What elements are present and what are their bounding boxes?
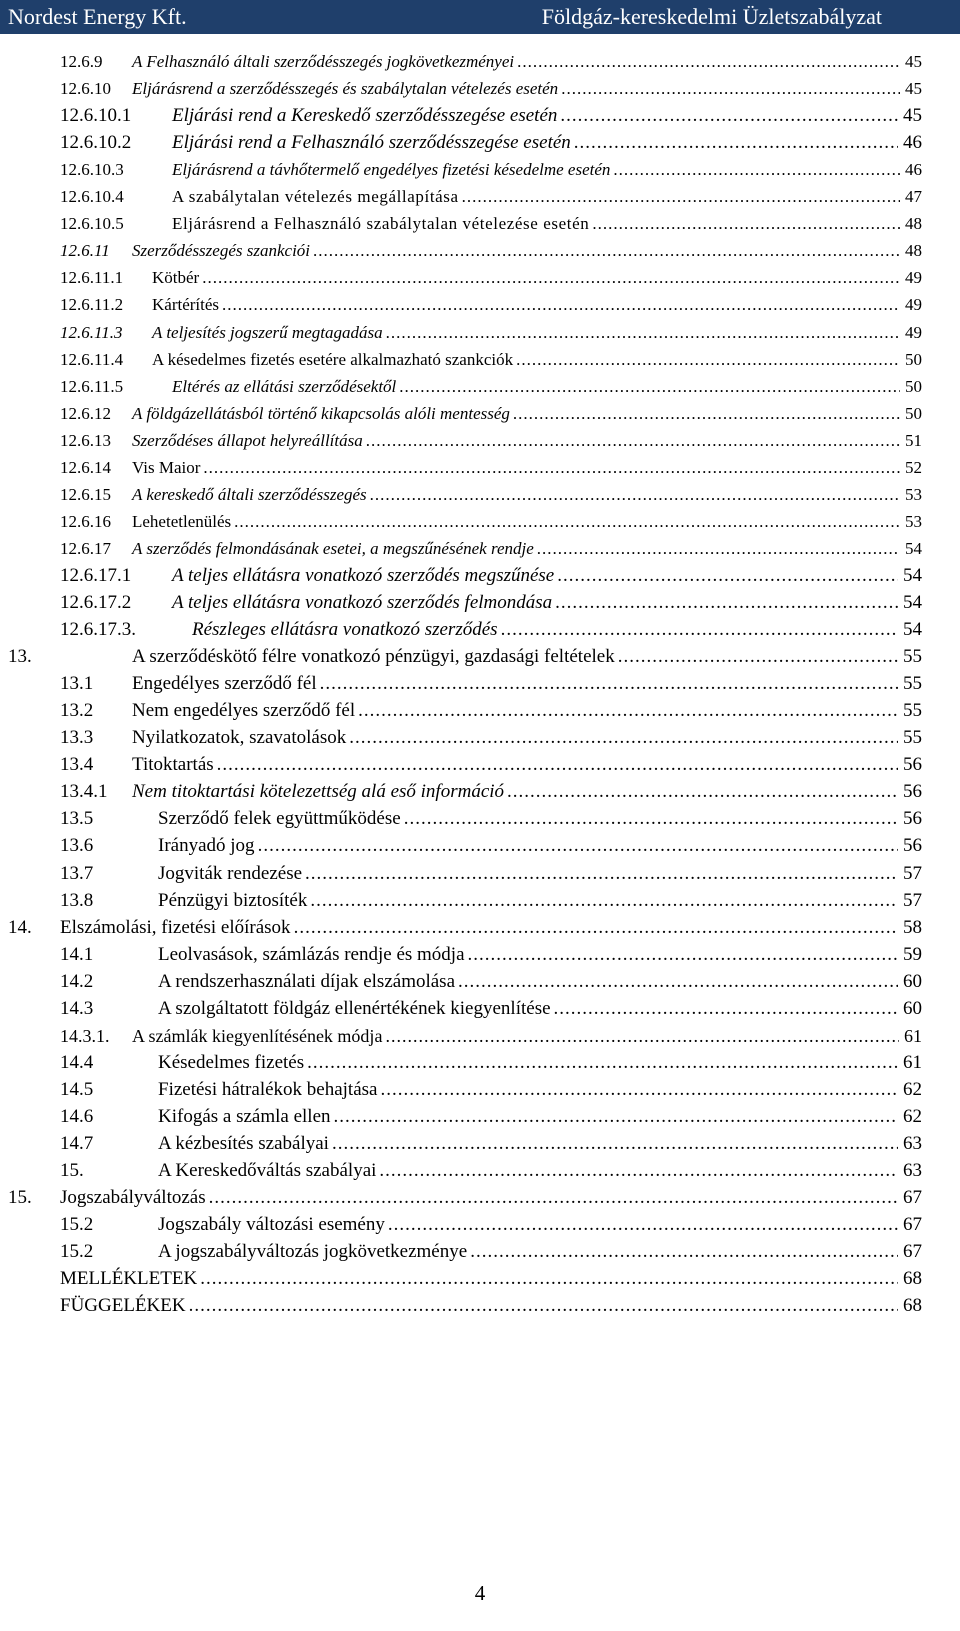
toc-leader-dots <box>537 536 900 562</box>
toc-entry-page: 56 <box>900 779 922 805</box>
toc-leader-dots <box>202 265 900 291</box>
toc-entry[interactable] <box>0 103 922 129</box>
toc-entry-title: Jogviták rendezése <box>158 861 304 887</box>
toc-entry-number: 12.6.17 <box>60 536 111 562</box>
toc-entry-number: 12.6.9 <box>60 49 103 75</box>
toc-leader-dots <box>386 320 900 346</box>
toc-entry-number: 14.1 <box>60 942 93 968</box>
toc-entry-page: 48 <box>902 238 922 264</box>
toc-leader-dots <box>366 428 900 454</box>
toc-entry-number: 12.6.17.2 <box>60 590 131 616</box>
toc-entry-title: A szolgáltatott földgáz ellenértékének kiegyenlítése <box>158 996 553 1022</box>
toc-entry-page: 55 <box>900 725 922 751</box>
toc-entry-number: 14.4 <box>60 1050 93 1076</box>
toc-entry-number: 13.5 <box>60 806 93 832</box>
toc-entry[interactable] <box>0 1077 922 1103</box>
toc-entry-page: 59 <box>900 942 922 968</box>
toc-leader-dots <box>592 211 900 237</box>
toc-leader-dots <box>234 509 900 535</box>
toc-entry-page: 46 <box>900 130 922 156</box>
toc-entry-page: 61 <box>901 1023 922 1049</box>
toc-entry-page: 48 <box>902 211 922 237</box>
toc-leader-dots <box>554 996 898 1022</box>
toc-entry-title: A rendszerhasználati díjak elszámolása <box>158 969 457 995</box>
toc-entry-title: Nem engedélyes szerződő fél <box>132 698 357 724</box>
toc-leader-dots <box>470 1239 898 1265</box>
toc-leader-dots <box>307 1050 898 1076</box>
toc-leader-dots <box>189 1293 898 1319</box>
toc-entry-page: 58 <box>900 915 922 941</box>
company-name: Nordest Energy Kft. <box>8 4 187 29</box>
toc-entry-number: 15. <box>60 1158 84 1184</box>
toc-leader-dots <box>222 292 900 318</box>
toc-entry[interactable] <box>0 915 922 941</box>
toc-leader-dots <box>462 184 900 210</box>
toc-entry-number: 13.6 <box>60 833 93 859</box>
toc-entry-title: Nyilatkozatok, szavatolások <box>132 725 348 751</box>
toc-entry-title: A szerződés felmondásának esetei, a megszűnésének rendje <box>132 536 536 562</box>
toc-entry[interactable] <box>0 888 922 914</box>
toc-entry-page: 51 <box>902 428 922 454</box>
toc-entry-number: 13.7 <box>60 861 93 887</box>
toc-entry[interactable] <box>0 455 922 481</box>
toc-entry-title: Eljárásrend a távhőtermelő engedélyes fizetési késedelme esetén <box>172 157 612 183</box>
toc-leader-dots <box>209 1185 898 1211</box>
toc-entry-number: 13.4.1 <box>60 779 108 805</box>
toc-entry-title: Szerződéses állapot helyreállítása <box>132 428 365 454</box>
document-title: Földgáz-kereskedelmi Üzletszabályzat <box>541 4 882 29</box>
toc-leader-dots <box>332 1131 898 1157</box>
toc-entry-title: Szerződésszegés szankciói <box>132 238 312 264</box>
toc-entry[interactable] <box>0 942 922 968</box>
toc-entry-page: 67 <box>900 1212 922 1238</box>
toc-entry[interactable] <box>0 265 922 291</box>
toc-entry-title: Titoktartás <box>132 752 216 778</box>
toc-entry-title: Leolvasások, számlázás rendje és módja <box>158 942 467 968</box>
toc-entry-number: 13. <box>8 644 32 670</box>
toc-entry-number: 13.8 <box>60 888 93 914</box>
toc-entry-number: 12.6.12 <box>60 401 111 427</box>
toc-entry[interactable] <box>0 1239 922 1265</box>
toc-entry-page: 49 <box>902 265 922 291</box>
toc-leader-dots <box>379 1158 898 1184</box>
toc-entry[interactable] <box>0 130 922 156</box>
toc-entry[interactable] <box>0 1185 922 1211</box>
toc-leader-dots <box>203 455 900 481</box>
toc-entry[interactable] <box>0 157 922 183</box>
toc-entry-number: 14. <box>8 915 32 941</box>
toc-entry-page: 67 <box>900 1239 922 1265</box>
toc-entry-number: 12.6.16 <box>60 509 111 535</box>
toc-entry[interactable] <box>0 752 922 778</box>
toc-entry-number: 14.2 <box>60 969 93 995</box>
toc-entry-number: 14.3 <box>60 996 93 1022</box>
toc-entry-number: 12.6.10.3 <box>60 157 124 183</box>
toc-entry[interactable] <box>0 1212 922 1238</box>
toc-entry[interactable] <box>0 1050 922 1076</box>
toc-entry[interactable] <box>0 806 922 832</box>
toc-leader-dots <box>349 725 898 751</box>
toc-entry-title: Elszámolási, fizetési előírások <box>60 915 293 941</box>
toc-entry-title: A Felhasználó általi szerződésszegés jogkövetkezményei <box>132 49 516 75</box>
toc-entry-page: 56 <box>900 806 922 832</box>
toc-leader-dots <box>517 49 900 75</box>
toc-leader-dots <box>560 103 898 129</box>
toc-entry-title: A földgázellátásból történő kikapcsolás alóli mentesség <box>132 401 512 427</box>
toc-leader-dots <box>507 779 898 805</box>
page-header <box>0 0 960 34</box>
toc-entry[interactable] <box>0 347 922 373</box>
toc-entry[interactable] <box>0 725 922 751</box>
toc-entry-title: Kártérítés <box>152 292 221 318</box>
toc-entry-number: 12.6.11.1 <box>60 265 123 291</box>
toc-entry-number: 12.6.13 <box>60 428 111 454</box>
toc-entry[interactable] <box>0 184 922 210</box>
toc-entry[interactable] <box>0 211 922 237</box>
toc-entry[interactable] <box>0 374 922 400</box>
toc-entry[interactable] <box>0 49 922 75</box>
toc-entry-page: 49 <box>902 292 922 318</box>
toc-entry-page: 53 <box>902 482 922 508</box>
toc-entry[interactable] <box>0 536 922 562</box>
toc-leader-dots <box>513 401 900 427</box>
toc-entry-title: Késedelmes fizetés <box>158 1050 306 1076</box>
toc-entry[interactable] <box>0 320 922 346</box>
toc-entry-page: 54 <box>900 590 922 616</box>
toc-entry-number: 14.7 <box>60 1131 93 1157</box>
toc-entry-title: MELLÉKLETEK <box>60 1266 199 1292</box>
toc-entry-number: 12.6.11.5 <box>60 374 123 400</box>
toc-leader-dots <box>613 157 900 183</box>
toc-entry-title: A teljes ellátásra vonatkozó szerződés megszűnése <box>172 563 556 589</box>
toc-entry-page: 50 <box>902 401 922 427</box>
toc-entry[interactable] <box>0 698 922 724</box>
toc-entry-title: FÜGGELÉKEK <box>60 1293 188 1319</box>
toc-entry[interactable] <box>0 1293 922 1319</box>
toc-entry-number: 15. <box>8 1185 32 1211</box>
toc-entry-title: A teljes ellátásra vonatkozó szerződés felmondása <box>172 590 554 616</box>
toc-entry-title: Jogszabály változási esemény <box>158 1212 387 1238</box>
toc-leader-dots <box>404 806 898 832</box>
toc-entry-page: 62 <box>900 1104 922 1130</box>
toc-entry[interactable] <box>0 1158 922 1184</box>
toc-entry-page: 60 <box>900 996 922 1022</box>
toc-leader-dots <box>217 752 898 778</box>
toc-entry-title: A kereskedő általi szerződésszegés <box>132 482 369 508</box>
toc-leader-dots <box>313 238 900 264</box>
toc-entry-title: Vis Maior <box>132 455 202 481</box>
toc-entry-page: 55 <box>900 698 922 724</box>
toc-entry-title: Pénzügyi biztosíték <box>158 888 309 914</box>
toc-leader-dots <box>380 1077 898 1103</box>
toc-leader-dots <box>320 671 898 697</box>
toc-leader-dots <box>310 888 898 914</box>
toc-entry-page: 55 <box>900 644 922 670</box>
toc-leader-dots <box>294 915 898 941</box>
toc-entry-page: 50 <box>902 374 922 400</box>
toc-entry-title: Fizetési hátralékok behajtása <box>158 1077 379 1103</box>
toc-entry-number: 13.2 <box>60 698 93 724</box>
toc-entry-title: A számlák kiegyenlítésének módja <box>132 1023 384 1049</box>
toc-entry-number: 12.6.11.3 <box>60 320 123 346</box>
toc-entry-number: 12.6.14 <box>60 455 111 481</box>
toc-leader-dots <box>618 644 898 670</box>
toc-entry-page: 54 <box>900 617 922 643</box>
toc-entry-page: 45 <box>900 103 922 129</box>
toc-leader-dots <box>468 942 898 968</box>
toc-entry[interactable] <box>0 861 922 887</box>
toc-entry-number: 13.3 <box>60 725 93 751</box>
toc-entry-title: A szabálytalan vételezés megállapítása <box>172 184 461 210</box>
toc-entry[interactable] <box>0 590 922 616</box>
toc-entry-page: 68 <box>900 1266 922 1292</box>
toc-entry-page: 60 <box>900 969 922 995</box>
toc-entry[interactable] <box>0 969 922 995</box>
toc-entry[interactable] <box>0 1131 922 1157</box>
toc-entry-number: 12.6.11 <box>60 238 110 264</box>
toc-entry-title: Nem titoktartási kötelezettség alá eső információ <box>132 779 506 805</box>
toc-entry-number: 13.1 <box>60 671 93 697</box>
toc-entry-page: 53 <box>902 509 922 535</box>
toc-entry-page: 57 <box>900 888 922 914</box>
toc-entry-number: 12.6.10.2 <box>60 130 131 156</box>
page-number: 4 <box>474 1581 486 1605</box>
toc-entry-title: A jogszabályváltozás jogkövetkezménye <box>158 1239 469 1265</box>
toc-entry-page: 68 <box>900 1293 922 1319</box>
toc-entry-number: 12.6.17.3. <box>60 617 136 643</box>
toc-entry-title: Kifogás a számla ellen <box>158 1104 333 1130</box>
toc-entry[interactable] <box>0 509 922 535</box>
toc-entry[interactable] <box>0 482 922 508</box>
toc-entry-title: A Kereskedőváltás szabályai <box>158 1158 378 1184</box>
toc-entry[interactable] <box>0 644 922 670</box>
toc-entry[interactable] <box>0 76 922 102</box>
toc-entry-page: 56 <box>900 833 922 859</box>
toc-entry-title: A teljesítés jogszerű megtagadása <box>152 320 385 346</box>
toc-leader-dots <box>458 969 898 995</box>
toc-entry-number: 12.6.10 <box>60 76 111 102</box>
toc-entry[interactable] <box>0 671 922 697</box>
toc-entry-title: Szerződő felek együttműködése <box>158 806 403 832</box>
toc-entry-number: 14.5 <box>60 1077 93 1103</box>
toc-entry-title: Eljárási rend a Kereskedő szerződésszegése esetén <box>172 103 559 129</box>
toc-leader-dots <box>388 1212 898 1238</box>
toc-entry[interactable] <box>0 292 922 318</box>
toc-entry-page: 49 <box>902 320 922 346</box>
toc-leader-dots <box>561 76 900 102</box>
toc-leader-dots <box>557 563 898 589</box>
toc-entry[interactable] <box>0 238 922 264</box>
toc-entry-title: A szerződéskötő félre vonatkozó pénzügyi, gazdasági feltételek <box>132 644 617 670</box>
toc-leader-dots <box>334 1104 898 1130</box>
toc-entry-page: 55 <box>900 671 922 697</box>
toc-entry-page: 62 <box>900 1077 922 1103</box>
toc-entry-number: 15.2 <box>60 1212 93 1238</box>
toc-entry-page: 63 <box>900 1158 922 1184</box>
toc-entry-title: Engedélyes szerződő fél <box>132 671 319 697</box>
toc-entry-title: Irányadó jog <box>158 833 257 859</box>
toc-entry-number: 13.4 <box>60 752 93 778</box>
toc-entry-number: 15.2 <box>60 1239 93 1265</box>
toc-entry-page: 54 <box>902 536 922 562</box>
toc-entry-page: 50 <box>902 347 922 373</box>
toc-entry-number: 12.6.11.2 <box>60 292 123 318</box>
toc-entry-number: 12.6.10.4 <box>60 184 124 210</box>
toc-entry-number: 12.6.15 <box>60 482 111 508</box>
toc-leader-dots <box>200 1266 898 1292</box>
toc-entry-page: 56 <box>900 752 922 778</box>
toc-entry-page: 46 <box>902 157 922 183</box>
toc-entry[interactable] <box>0 833 922 859</box>
toc-entry-title: Eljárásrend a szerződésszegés és szabálytalan vételezés esetén <box>132 76 560 102</box>
toc-entry-page: 57 <box>900 861 922 887</box>
toc-entry-page: 67 <box>900 1185 922 1211</box>
toc-entry[interactable] <box>0 428 922 454</box>
toc-leader-dots <box>358 698 898 724</box>
toc-entry-title: Eljárási rend a Felhasználó szerződésszegése esetén <box>172 130 573 156</box>
toc-entry-title: Jogszabályváltozás <box>60 1185 208 1211</box>
toc-entry-title: Kötbér <box>152 265 201 291</box>
toc-entry-number: 12.6.17.1 <box>60 563 131 589</box>
toc-entry-title: Lehetetlenülés <box>132 509 233 535</box>
toc-entry[interactable] <box>0 617 922 643</box>
toc-entry-page: 63 <box>900 1131 922 1157</box>
toc-leader-dots <box>370 482 900 508</box>
toc-entry-number: 14.6 <box>60 1104 93 1130</box>
toc-leader-dots <box>574 130 898 156</box>
toc-entry-title: Eljárásrend a Felhasználó szabálytalan vételezése esetén <box>172 211 591 237</box>
toc-entry-number: 12.6.11.4 <box>60 347 123 373</box>
toc-entry-page: 47 <box>902 184 922 210</box>
toc-entry[interactable] <box>0 996 922 1022</box>
toc-leader-dots <box>501 617 898 643</box>
toc-entry-title: Részleges ellátásra vonatkozó szerződés <box>192 617 500 643</box>
toc-entry-page: 45 <box>902 76 922 102</box>
toc-leader-dots <box>305 861 898 887</box>
toc-leader-dots <box>385 1023 899 1049</box>
toc-leader-dots <box>399 374 900 400</box>
toc-entry[interactable] <box>0 1023 922 1049</box>
toc-entry-page: 52 <box>902 455 922 481</box>
toc-entry-title: Eltérés az ellátási szerződésektől <box>172 374 398 400</box>
toc-leader-dots <box>258 833 898 859</box>
toc-entry-page: 45 <box>902 49 922 75</box>
toc-entry-page: 54 <box>900 563 922 589</box>
toc-entry-title: A késedelmes fizetés esetére alkalmazható szankciók <box>152 347 515 373</box>
toc-entry-number: 14.3.1. <box>60 1023 110 1049</box>
toc-entry[interactable] <box>0 1104 922 1130</box>
toc-entry[interactable] <box>0 563 922 589</box>
toc-leader-dots <box>555 590 898 616</box>
toc-entry-number: 12.6.10.5 <box>60 211 124 237</box>
toc-entry[interactable] <box>0 779 922 805</box>
toc-entry[interactable] <box>0 1266 922 1292</box>
toc-leader-dots <box>516 347 900 373</box>
toc-entry-page: 61 <box>900 1050 922 1076</box>
toc-entry-number: 12.6.10.1 <box>60 103 131 129</box>
toc-entry-title: A kézbesítés szabályai <box>158 1131 331 1157</box>
toc-entry[interactable] <box>0 401 922 427</box>
